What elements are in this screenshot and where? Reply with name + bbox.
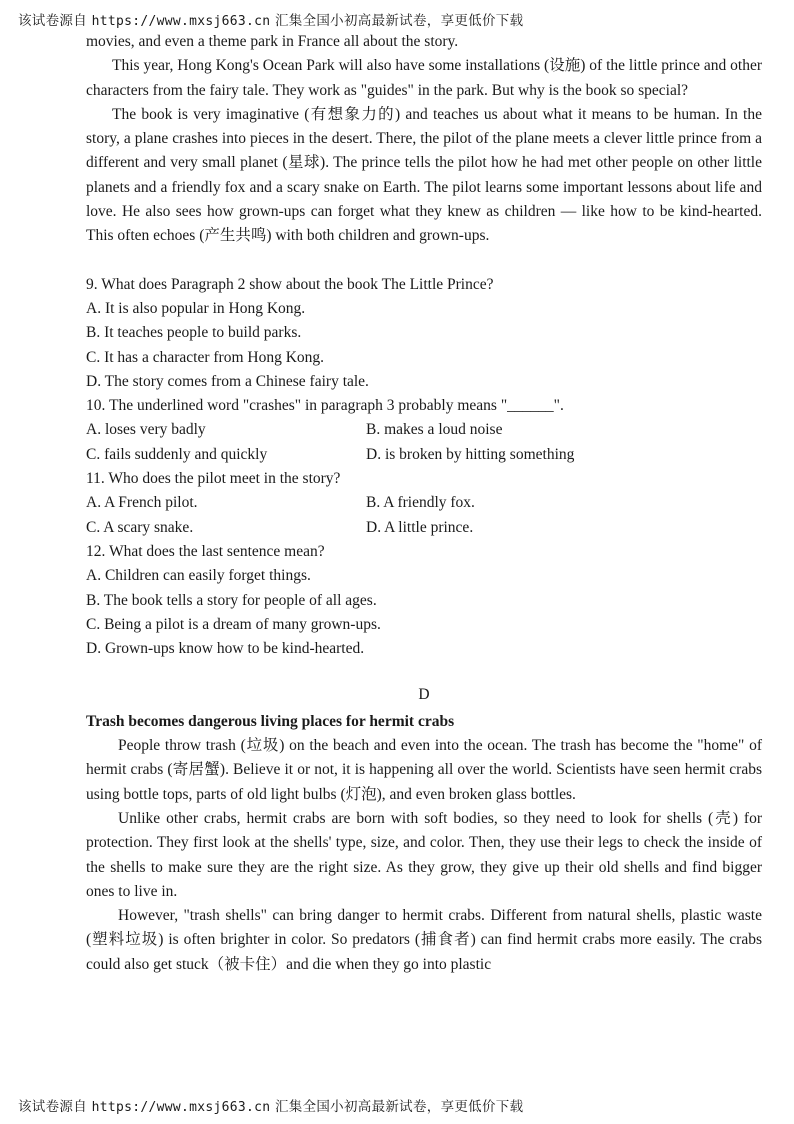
question-10-option-d: D. is broken by hitting something	[366, 445, 575, 463]
passage-d-paragraph-3: However, "trash shells" can bring danger to hermit crabs. Different from natural shells, plastic waste (塑料垃圾) is often brighter in color. So predators (捕食者) can find hermit crabs more easily. The crabs could also get stuck（被卡住）and die when they go into plastic	[86, 907, 762, 973]
question-10-option-c: C. fails suddenly and quickly	[86, 445, 268, 463]
question-12	[86, 540, 762, 661]
question-9-option-b: B. It teaches people to build parks.	[86, 324, 302, 342]
passage-d-title: Trash becomes dangerous living places for hermit crabs	[86, 712, 455, 730]
question-12-option-a: A. Children can easily forget things.	[86, 567, 311, 585]
watermark-suffix: 汇集全国小初高最新试卷，享更低价下载	[274, 13, 524, 29]
question-9-stem: 9. What does Paragraph 2 show about the book The Little Prince?	[86, 275, 494, 293]
passage-d-paragraph-2: Unlike other crabs, hermit crabs are born with soft bodies, so they need to look for shells (壳) for protection. They first look at the shells' type, size, and color. Then, they use their legs to check the inside of the shells to make sure they are the right size. As they grow, they give up their old shells and find bigger ones to live in.	[86, 809, 762, 900]
question-10	[86, 394, 762, 467]
passage-d-paragraph-1: People throw trash (垃圾) on the beach and even into the ocean. The trash has become the "home" of hermit crabs (寄居蟹). Believe it or not, it is happening all over the world. Scientists have seen hermit crabs using bottle tops, parts of old light bulbs (灯泡), and even broken glass bottles.	[86, 737, 762, 803]
question-11-option-a: A. A French pilot.	[86, 494, 198, 512]
passage-c-paragraph-2: This year, Hong Kong's Ocean Park will also have some installations (设施) of the little prince and other characters from the fairy tale. They work as "guides" in the park. But why is the book so special?	[86, 57, 762, 99]
question-12-option-b: B. The book tells a story for people of all ages.	[86, 591, 377, 609]
question-10-option-b: B. makes a loud noise	[366, 421, 503, 439]
question-9-option-d: D. The story comes from a Chinese fairy tale.	[86, 372, 369, 390]
question-10-option-a: A. loses very badly	[86, 421, 206, 439]
passage-c-paragraph-3: The book is very imaginative (有想象力的) and teaches us about what it means to be human. In the story, a plane crashes into pieces in the desert. There, the pilot of the plane meets a clever little prince from a different and very small planet (星球). The prince tells the pilot how he had met other people on other little planets and a friendly fox and a scary snake on Earth. The pilot learns some important lessons about life and love. He also sees how grown-ups can forget what they knew as children — like how to be kind-hearted. This often echoes (产生共鸣) with both children and grown-ups.	[86, 105, 762, 245]
watermark-suffix: 汇集全国小初高最新试卷，享更低价下载	[274, 1099, 524, 1115]
watermark-url[interactable]: https://www.mxsj663.cn	[91, 14, 271, 29]
question-10-stem: 10. The underlined word "crashes" in paragraph 3 probably means "______".	[86, 397, 564, 415]
question-12-stem: 12. What does the last sentence mean?	[86, 542, 325, 560]
question-9-option-c: C. It has a character from Hong Kong.	[86, 348, 325, 366]
question-12-option-d: D. Grown-ups know how to be kind-hearted.	[86, 640, 365, 658]
watermark-prefix: 该试卷源自	[18, 13, 87, 29]
question-9	[86, 273, 762, 394]
question-11-option-c: C. A scary snake.	[86, 518, 194, 536]
question-11-option-b: B. A friendly fox.	[366, 494, 475, 512]
question-11-option-d: D. A little prince.	[366, 518, 474, 536]
watermark-header	[18, 9, 776, 29]
section-letter-d: D	[418, 686, 430, 704]
question-11-stem: 11. Who does the pilot meet in the story?	[86, 470, 341, 488]
exam-page-content	[86, 30, 762, 977]
passage-c-paragraph-1-tail: movies, and even a theme park in France all about the story.	[86, 33, 459, 50]
watermark-url[interactable]: https://www.mxsj663.cn	[91, 1100, 271, 1115]
question-block	[86, 273, 762, 662]
watermark-footer	[18, 1095, 776, 1115]
watermark-prefix: 该试卷源自	[18, 1099, 87, 1115]
question-11	[86, 467, 762, 540]
question-12-option-c: C. Being a pilot is a dream of many grown-ups.	[86, 615, 381, 633]
question-9-option-a: A. It is also popular in Hong Kong.	[86, 299, 306, 317]
